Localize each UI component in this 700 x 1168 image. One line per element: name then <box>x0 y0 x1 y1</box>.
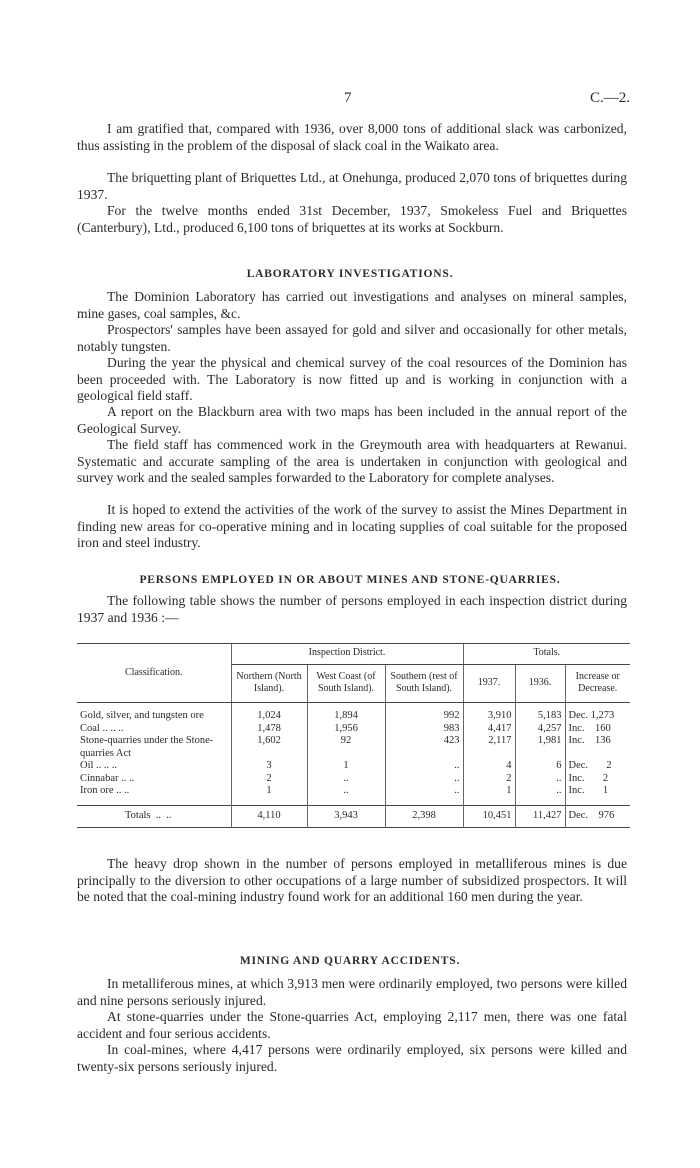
intro-paragraph-briquettes-ltd: The briquetting plant of Briquettes Ltd., at Onehunga, produced 2,070 tons of briquettes during 1937. <box>77 170 627 202</box>
cell-southern: .. <box>385 785 463 798</box>
cell-change: Inc. 136 <box>565 735 630 760</box>
lab-paragraph-blackburn: A report on the Blackburn area with two maps has been included in the annual report of the Geological Survey. <box>77 404 627 436</box>
cell-1936: 6 <box>515 760 565 773</box>
cell-change: Inc. 1 <box>565 785 630 798</box>
col-westcoast-header: West Coast (of South Island). <box>307 664 385 702</box>
row-classification: Stone-quarries under the Stone-quarries Act <box>80 735 214 759</box>
cell-1937: 4,417 <box>463 723 515 736</box>
cell-westcoast: .. <box>307 785 385 798</box>
cell-northern: 2 <box>231 773 307 786</box>
cell-1937: 2 <box>463 773 515 786</box>
col-classification-header: Classification. <box>77 644 231 703</box>
cell-1936: 5,183 <box>515 710 565 723</box>
col-change-header: Increase or Decrease. <box>565 664 630 702</box>
table-spacer-row <box>77 798 630 806</box>
lab-paragraph-prospectors: Prospectors' samples have been assayed for gold and silver and occasionally for other metals, notably tungsten. <box>77 322 627 354</box>
total-change: Dec. 976 <box>565 806 630 828</box>
col-group-totals: Totals. <box>463 644 630 665</box>
cell-southern: 983 <box>385 723 463 736</box>
total-westcoast: 3,943 <box>307 806 385 828</box>
totals-label: Totals .. .. <box>125 810 172 821</box>
document-reference: C.—2. <box>590 90 631 106</box>
row-classification: Gold, silver, and tungsten ore <box>80 710 204 721</box>
table-totals-row <box>77 806 630 828</box>
lab-paragraph-greymouth: The field staff has commenced work in the Greymouth area with headquarters at Rewanui. Systematic and accurate sampling of the area is undertaken in conjunction with geological and survey work and the sealed samples forwarded to the Laboratory for complete analyses. <box>77 437 627 485</box>
cell-change: Inc. 160 <box>565 723 630 736</box>
cell-northern: 1 <box>231 785 307 798</box>
lab-paragraph-extend-survey: It is hoped to extend the activities of the work of the survey to assist the Mines Department in finding new areas for co-operative mining and in locating supplies of coal suitable for the proposed iron and steel industry. <box>77 502 627 550</box>
cell-change: Dec. 1,273 <box>565 710 630 723</box>
cell-southern: .. <box>385 760 463 773</box>
col-1936-header: 1936. <box>515 664 565 702</box>
table-row <box>77 785 630 798</box>
intro-paragraph-carbonization: I am gratified that, compared with 1936, over 8,000 tons of additional slack was carbonized, thus assisting in the problem of the disposal of slack coal in the Waikato area. <box>77 121 627 153</box>
accidents-heading: MINING AND QUARRY ACCIDENTS. <box>239 955 461 967</box>
table-row <box>77 723 630 736</box>
col-group-inspection-district: Inspection District. <box>231 644 463 665</box>
persons-after-paragraph: The heavy drop shown in the number of persons employed in metalliferous mines is due principally to the diversion to other occupations of a large number of subsidized prospectors. It will be noted that the coal-mining industry found work for an additional 160 men during the year. <box>77 856 627 904</box>
cell-1937: 1 <box>463 785 515 798</box>
cell-southern: .. <box>385 773 463 786</box>
page-number: 7 <box>344 90 352 106</box>
row-classification: Coal .. .. .. <box>80 722 124 734</box>
cell-1937: 4 <box>463 760 515 773</box>
cell-1936: .. <box>515 785 565 798</box>
total-northern: 4,110 <box>231 806 307 828</box>
lab-paragraph-analyses: The Dominion Laboratory has carried out investigations and analyses on mineral samples, mine gases, coal samples, &c. <box>77 289 627 321</box>
col-northern-header: Northern (North Island). <box>231 664 307 702</box>
cell-northern: 3 <box>231 760 307 773</box>
accidents-paragraph-coal-mines: In coal-mines, where 4,417 persons were ordinarily employed, six persons were killed and twenty-six persons seriously injured. <box>77 1042 627 1074</box>
table-row <box>77 710 630 723</box>
persons-employed-table <box>77 643 630 828</box>
cell-southern: 423 <box>385 735 463 760</box>
cell-northern: 1,024 <box>231 710 307 723</box>
persons-intro-paragraph: The following table shows the number of persons employed in each inspection district during 1937 and 1936 :— <box>77 593 627 625</box>
lab-paragraph-coal-survey: During the year the physical and chemical survey of the coal resources of the Dominion has been proceeded with. The Laboratory is now fitted up and is working in conjunction with a geological field staff. <box>77 355 627 403</box>
cell-1936: .. <box>515 773 565 786</box>
col-southern-header: Southern (rest of South Island). <box>385 664 463 702</box>
laboratory-heading: LABORATORY INVESTIGATIONS. <box>246 268 454 280</box>
persons-employed-heading: PERSONS EMPLOYED IN OR ABOUT MINES AND STONE-QUARRIES. <box>139 574 561 586</box>
total-southern: 2,398 <box>385 806 463 828</box>
cell-westcoast: 1,956 <box>307 723 385 736</box>
table-row <box>77 760 630 773</box>
cell-change: Dec. 2 <box>565 760 630 773</box>
table-header-row-groups <box>77 644 630 665</box>
intro-paragraph-smokeless-fuel: For the twelve months ended 31st December, 1937, Smokeless Fuel and Briquettes (Canterbury), Ltd., produced 6,100 tons of briquettes at its works at Sockburn. <box>77 203 627 235</box>
accidents-paragraph-metalliferous: In metalliferous mines, at which 3,913 men were ordinarily employed, two persons were killed and nine persons seriously injured. <box>77 976 627 1008</box>
total-1936: 11,427 <box>515 806 565 828</box>
cell-1936: 4,257 <box>515 723 565 736</box>
cell-northern: 1,478 <box>231 723 307 736</box>
col-1937-header: 1937. <box>463 664 515 702</box>
row-classification: Cinnabar .. .. <box>80 772 135 784</box>
table-row <box>77 773 630 786</box>
cell-change: Inc. 2 <box>565 773 630 786</box>
cell-1937: 3,910 <box>463 710 515 723</box>
table-row <box>77 735 630 760</box>
cell-westcoast: 1 <box>307 760 385 773</box>
cell-westcoast: 92 <box>307 735 385 760</box>
cell-northern: 1,602 <box>231 735 307 760</box>
row-classification: Iron ore .. .. <box>80 785 130 796</box>
cell-westcoast: 1,894 <box>307 710 385 723</box>
row-classification: Oil .. .. .. <box>80 760 118 771</box>
cell-1937: 2,117 <box>463 735 515 760</box>
accidents-paragraph-stone-quarries: At stone-quarries under the Stone-quarries Act, employing 2,117 men, there was one fatal accident and four serious accidents. <box>77 1009 627 1041</box>
table-spacer-row <box>77 702 630 710</box>
cell-westcoast: .. <box>307 773 385 786</box>
total-1937: 10,451 <box>463 806 515 828</box>
cell-1936: 1,981 <box>515 735 565 760</box>
cell-southern: 992 <box>385 710 463 723</box>
